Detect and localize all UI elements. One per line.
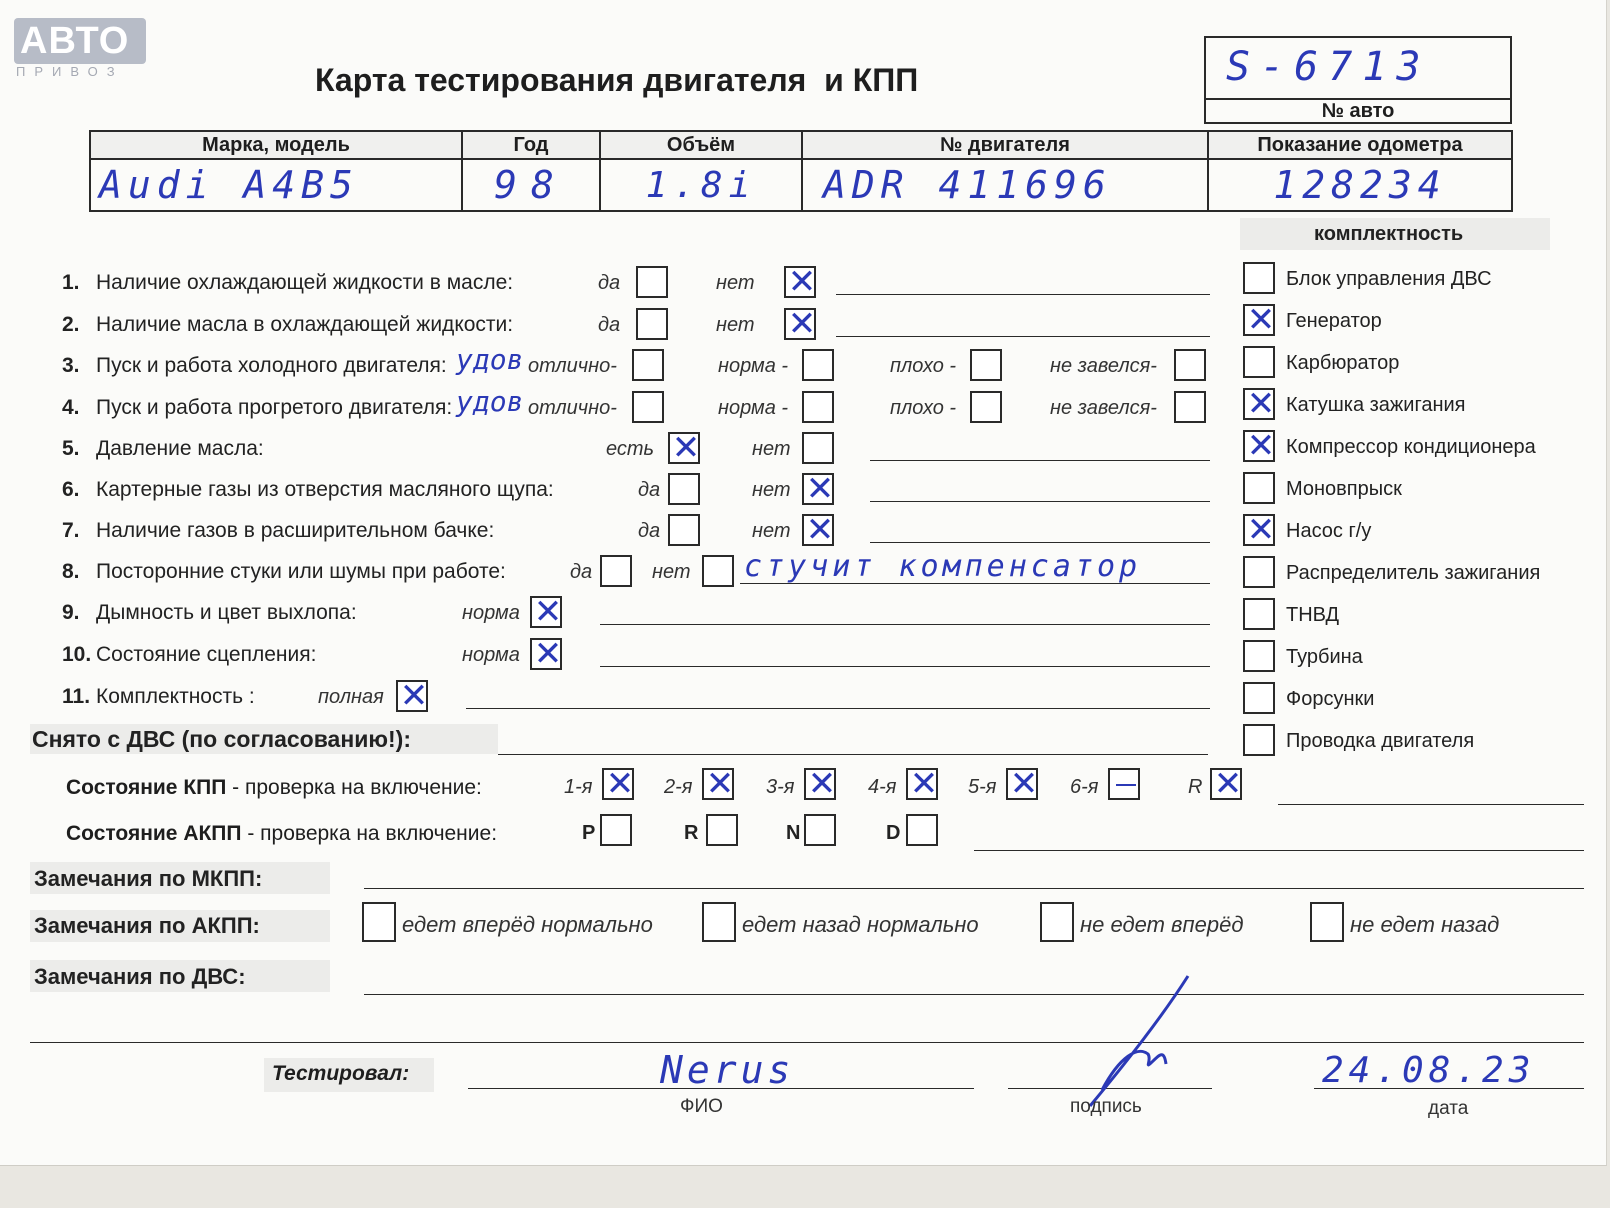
check-option-label: норма bbox=[462, 644, 520, 666]
check-mark-icon: ✕ bbox=[399, 676, 429, 716]
dvs-remarks-line-2 bbox=[30, 1042, 1584, 1043]
car-number-value: S-6713 bbox=[1226, 44, 1431, 90]
vehicle-table-header-row bbox=[90, 131, 1512, 159]
akpp-mode-label: R bbox=[684, 822, 699, 844]
date-label: дата bbox=[1428, 1098, 1469, 1119]
check-option-label: да bbox=[598, 314, 621, 336]
dash-mark-icon bbox=[1116, 784, 1136, 786]
check-option-label: нет bbox=[752, 520, 791, 542]
check-mark-icon: ✕ bbox=[787, 262, 817, 302]
completeness-box[interactable] bbox=[1243, 262, 1275, 294]
check-option-box[interactable] bbox=[784, 262, 817, 302]
check-option-box[interactable] bbox=[702, 555, 734, 587]
kpp-gear-label: 6-я bbox=[1070, 776, 1099, 798]
completeness-label: Карбюратор bbox=[1286, 352, 1400, 374]
completeness-box[interactable] bbox=[1243, 510, 1276, 550]
check-option-label: да bbox=[570, 561, 593, 583]
dvs-remarks-label: Замечания по ДВС: bbox=[34, 964, 246, 989]
check-option-box[interactable] bbox=[668, 514, 700, 546]
check-number: 7. bbox=[62, 519, 80, 542]
kpp-gear-label: 3-я bbox=[766, 776, 795, 798]
check-option-label: отлично- bbox=[528, 355, 617, 377]
akpp-remark-label: едет вперёд нормально bbox=[402, 912, 653, 937]
handwritten-note: удов bbox=[456, 385, 524, 418]
completeness-label: Моновпрыск bbox=[1286, 478, 1402, 500]
kpp-gear-label: 2-я bbox=[664, 776, 693, 798]
check-mark-icon: ✕ bbox=[1009, 764, 1039, 804]
page-title: Карта тестирования двигателя и КПП bbox=[315, 62, 919, 98]
check-answer-line bbox=[870, 542, 1210, 543]
check-answer-line bbox=[836, 336, 1210, 337]
check-option-label: да bbox=[638, 479, 661, 501]
completeness-label: Проводка двигателя bbox=[1286, 730, 1475, 752]
logo-subtext: ПРИВОЗ bbox=[16, 64, 124, 79]
check-option-box[interactable] bbox=[1174, 391, 1206, 423]
check-label: Состояние сцепления: bbox=[96, 643, 317, 666]
value-volume: 1.8i bbox=[600, 159, 802, 211]
fio-line bbox=[468, 1088, 974, 1089]
check-number: 1. bbox=[62, 271, 80, 294]
akpp-remark-label: едет назад нормально bbox=[742, 912, 979, 937]
check-answer-line bbox=[870, 501, 1210, 502]
check-number: 4. bbox=[62, 396, 80, 419]
completeness-label: ТНВД bbox=[1286, 604, 1340, 626]
check-option-label: есть bbox=[606, 438, 655, 460]
check-option-box[interactable] bbox=[802, 349, 834, 381]
check-option-box[interactable] bbox=[396, 676, 429, 716]
check-option-box[interactable] bbox=[668, 428, 701, 468]
akpp-mode-label: N bbox=[786, 822, 801, 844]
header-engine-number: № двигателя bbox=[802, 131, 1208, 159]
check-label: Комплектность : bbox=[96, 685, 255, 708]
completeness-box[interactable] bbox=[1243, 682, 1275, 714]
signature-label: подпись bbox=[1070, 1096, 1142, 1117]
vehicle-table-value-row bbox=[90, 159, 1512, 211]
akpp-remarks-label: Замечания по АКПП: bbox=[34, 913, 260, 938]
check-number: 11. bbox=[62, 685, 91, 708]
check-mark-icon: ✕ bbox=[807, 764, 837, 804]
check-label: Дымность и цвет выхлопа: bbox=[96, 601, 357, 624]
tester-name: Nerus bbox=[660, 1048, 795, 1092]
header-year: Год bbox=[462, 131, 600, 159]
akpp-label-text: - проверка на включение: bbox=[241, 822, 498, 845]
check-label: Пуск и работа прогретого двигателя: bbox=[96, 396, 453, 419]
date-line bbox=[1314, 1088, 1584, 1089]
header-make-model: Марка, модель bbox=[90, 131, 462, 159]
check-option-label: да bbox=[598, 272, 621, 294]
check-number: 2. bbox=[62, 313, 80, 336]
check-option-label: нет bbox=[716, 314, 755, 336]
fio-label: ФИО bbox=[680, 1096, 723, 1117]
check-option-label: норма bbox=[462, 602, 520, 624]
check-option-label: отлично- bbox=[528, 397, 617, 419]
check-answer-line bbox=[836, 294, 1210, 295]
akpp-remark-box[interactable] bbox=[1310, 902, 1344, 942]
check-number: 3. bbox=[62, 354, 80, 377]
value-odometer: 128234 bbox=[1208, 159, 1512, 211]
completeness-label: Катушка зажигания bbox=[1286, 394, 1466, 416]
completeness-label: Генератор bbox=[1286, 310, 1382, 332]
completeness-box[interactable] bbox=[1243, 384, 1276, 424]
check-option-label: нет bbox=[752, 438, 791, 460]
check-option-box[interactable] bbox=[530, 592, 563, 632]
removed-label: Снято с ДВС (по согласованию!): bbox=[32, 726, 411, 752]
check-option-box[interactable] bbox=[970, 391, 1002, 423]
akpp-mode-box[interactable] bbox=[706, 814, 738, 846]
check-option-box[interactable] bbox=[802, 432, 834, 464]
check-option-label: полная bbox=[318, 686, 384, 708]
kpp-line bbox=[1278, 804, 1584, 805]
check-option-label: норма - bbox=[718, 397, 789, 419]
check-option-box[interactable] bbox=[802, 510, 835, 550]
kpp-gear-box[interactable] bbox=[906, 764, 939, 804]
check-option-box[interactable] bbox=[632, 391, 664, 423]
akpp-remark-label: не едет вперёд bbox=[1080, 912, 1244, 937]
completeness-label: Распределитель зажигания bbox=[1286, 562, 1541, 584]
completeness-label: Форсунки bbox=[1286, 688, 1375, 710]
check-option-label: норма - bbox=[718, 355, 789, 377]
kpp-gear-box[interactable] bbox=[702, 764, 735, 804]
check-option-label: да bbox=[638, 520, 661, 542]
check-option-box[interactable] bbox=[530, 634, 563, 674]
check-option-label: нет bbox=[752, 479, 791, 501]
check-label: Наличие масла в охлаждающей жидкости: bbox=[96, 313, 514, 336]
kpp-label-text: - проверка на включение: bbox=[226, 776, 482, 799]
kpp-gear-box[interactable] bbox=[804, 764, 837, 804]
check-answer-line bbox=[600, 666, 1210, 667]
completeness-box[interactable] bbox=[1243, 640, 1275, 672]
header-volume: Объём bbox=[600, 131, 802, 159]
check-option-label: плохо - bbox=[890, 397, 957, 419]
car-number-box bbox=[1204, 36, 1512, 124]
check-option-box[interactable] bbox=[802, 391, 834, 423]
akpp-mode-label: P bbox=[582, 822, 596, 844]
akpp-line bbox=[974, 850, 1584, 851]
removed-line bbox=[498, 754, 1208, 755]
completeness-label: Компрессор кондиционера bbox=[1286, 436, 1536, 458]
handwritten-note: стучит компенсатор bbox=[744, 549, 1142, 584]
check-option-label: нет bbox=[652, 561, 691, 583]
completeness-box[interactable] bbox=[1243, 472, 1275, 504]
check-mark-icon: ✕ bbox=[671, 428, 701, 468]
mkpp-remarks-line bbox=[364, 888, 1584, 889]
completeness-box[interactable] bbox=[1243, 724, 1275, 756]
vehicle-table bbox=[89, 130, 1513, 212]
check-number: 10. bbox=[62, 643, 92, 666]
logo-text: АВТО bbox=[20, 20, 130, 62]
value-make-model: Audi A4B5 bbox=[90, 159, 462, 211]
check-mark-icon: ✕ bbox=[1246, 300, 1276, 340]
dvs-remarks-line bbox=[364, 994, 1584, 995]
check-number: 8. bbox=[62, 560, 80, 583]
check-mark-icon: ✕ bbox=[1246, 426, 1276, 466]
check-option-box[interactable] bbox=[668, 473, 700, 505]
check-label: Наличие охлаждающей жидкости в масле: bbox=[96, 271, 514, 294]
akpp-label-bold: Состояние АКПП bbox=[66, 822, 242, 845]
check-mark-icon: ✕ bbox=[787, 304, 817, 344]
check-option-box[interactable] bbox=[632, 349, 664, 381]
value-year: 98 bbox=[462, 159, 600, 211]
check-label: Давление масла: bbox=[96, 437, 264, 460]
akpp-mode-box[interactable] bbox=[804, 814, 836, 846]
check-option-label: не завелся- bbox=[1050, 355, 1157, 377]
check-label: Наличие газов в расширительном бачке: bbox=[96, 519, 495, 542]
kpp-gear-box[interactable] bbox=[1108, 768, 1140, 800]
kpp-gear-box[interactable] bbox=[602, 764, 635, 804]
completeness-box[interactable] bbox=[1243, 346, 1275, 378]
akpp-remark-box[interactable] bbox=[702, 902, 736, 942]
akpp-mode-box[interactable] bbox=[600, 814, 632, 846]
kpp-gear-label: 1-я bbox=[564, 776, 593, 798]
kpp-label bbox=[66, 776, 482, 800]
check-option-label: нет bbox=[716, 272, 755, 294]
logo bbox=[14, 18, 146, 64]
check-mark-icon: ✕ bbox=[1213, 764, 1243, 804]
kpp-gear-label: R bbox=[1188, 776, 1203, 798]
check-mark-icon: ✕ bbox=[909, 764, 939, 804]
akpp-mode-box[interactable] bbox=[906, 814, 938, 846]
header-odometer: Показание одометра bbox=[1208, 131, 1512, 159]
check-mark-icon: ✕ bbox=[1246, 384, 1276, 424]
completeness-label: Турбина bbox=[1286, 646, 1363, 668]
completeness-title: комплектность bbox=[1314, 223, 1464, 245]
check-number: 9. bbox=[62, 601, 80, 624]
kpp-gear-box[interactable] bbox=[1006, 764, 1039, 804]
completeness-box[interactable] bbox=[1243, 556, 1275, 588]
akpp-remark-label: не едет назад bbox=[1350, 912, 1500, 937]
akpp-remark-box[interactable] bbox=[1040, 902, 1074, 942]
kpp-gear-box[interactable] bbox=[1210, 764, 1243, 804]
check-number: 5. bbox=[62, 437, 80, 460]
kpp-gear-label: 5-я bbox=[968, 776, 997, 798]
check-option-box[interactable] bbox=[636, 308, 668, 340]
check-mark-icon: ✕ bbox=[805, 469, 835, 509]
check-mark-icon: ✕ bbox=[705, 764, 735, 804]
check-mark-icon: ✕ bbox=[533, 634, 563, 674]
test-date: 24.08.23 bbox=[1322, 1050, 1536, 1091]
value-engine-number: ADR 411696 bbox=[802, 159, 1208, 211]
car-number-label: № авто bbox=[1321, 100, 1395, 122]
check-answer-line bbox=[870, 460, 1210, 461]
kpp-gear-label: 4-я bbox=[868, 776, 897, 798]
check-option-box[interactable] bbox=[636, 266, 668, 298]
completeness-label: Насос г/у bbox=[1286, 520, 1372, 542]
akpp-mode-label: D bbox=[886, 822, 901, 844]
check-option-box[interactable] bbox=[784, 304, 817, 344]
completeness-label: Блок управления ДВС bbox=[1286, 268, 1492, 290]
check-mark-icon: ✕ bbox=[605, 764, 635, 804]
kpp-label-bold: Состояние КПП bbox=[66, 776, 227, 799]
check-mark-icon: ✕ bbox=[805, 510, 835, 550]
check-label: Картерные газы из отверстия масляного щупа: bbox=[96, 478, 554, 501]
check-option-label: не завелся- bbox=[1050, 397, 1157, 419]
check-answer-line bbox=[600, 624, 1210, 625]
check-option-box[interactable] bbox=[1174, 349, 1206, 381]
mkpp-remarks-label: Замечания по МКПП: bbox=[34, 866, 263, 891]
check-option-label: плохо - bbox=[890, 355, 957, 377]
check-label: Пуск и работа холодного двигателя: bbox=[96, 354, 447, 377]
check-answer-line bbox=[466, 708, 1210, 709]
completeness-box[interactable] bbox=[1243, 426, 1276, 466]
check-option-box[interactable] bbox=[802, 469, 835, 509]
completeness-box[interactable] bbox=[1243, 598, 1275, 630]
check-mark-icon: ✕ bbox=[1246, 510, 1276, 550]
check-label: Посторонние стуки или шумы при работе: bbox=[96, 560, 506, 583]
tested-label: Тестировал: bbox=[272, 1062, 410, 1085]
handwritten-note: удов bbox=[456, 343, 524, 376]
akpp-remark-box[interactable] bbox=[362, 902, 396, 942]
check-number: 6. bbox=[62, 478, 80, 501]
check-mark-icon: ✕ bbox=[533, 592, 563, 632]
check-option-box[interactable] bbox=[970, 349, 1002, 381]
akpp-label bbox=[66, 822, 497, 846]
check-option-box[interactable] bbox=[600, 555, 632, 587]
completeness-box[interactable] bbox=[1243, 300, 1276, 340]
